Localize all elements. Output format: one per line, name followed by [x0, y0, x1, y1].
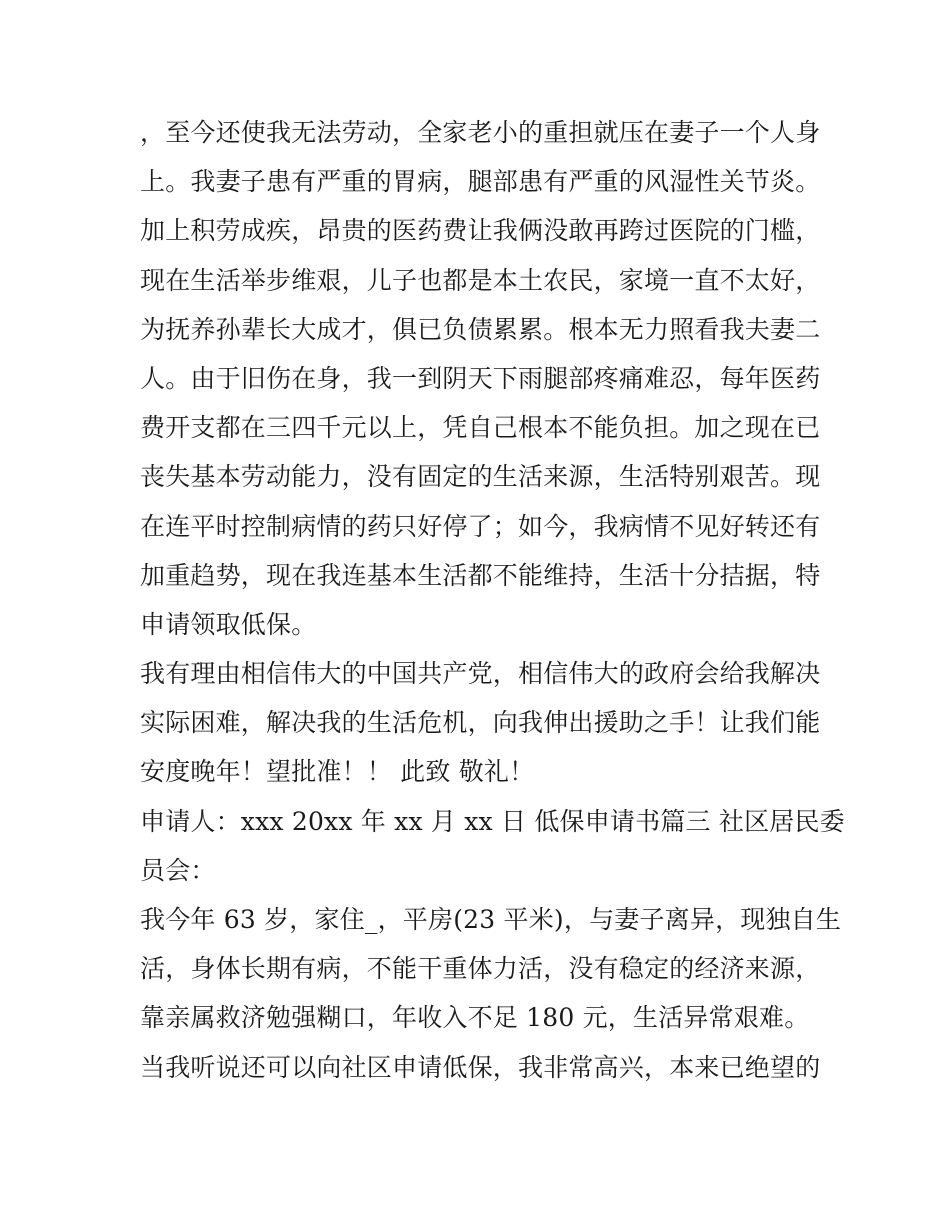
text-line: 员会：: [140, 855, 216, 885]
text-line: ，至今还使我无法劳动，全家老小的重担就压在妻子一个人身: [140, 118, 821, 147]
text-line: 实际困难，解决我的生活危机，向我伸出援助之手！让我们能: [140, 708, 821, 738]
text-line: 人。由于旧伤在身，我一到阴天下雨腿部疼痛难忍，每年医药: [140, 363, 821, 393]
text-line: 靠亲属救济勉强糊口，年收入不足 180 元，生活异常艰难。: [140, 1003, 810, 1033]
text-line: 申请人：xxx 20xx 年 xx 月 xx 日 低保申请书篇三 社区居民委: [140, 806, 845, 836]
text-line: 为抚养孙辈长大成才，俱已负债累累。根本无力照看我夫妻二: [140, 314, 821, 344]
text-line: 申请领取低保。: [140, 609, 317, 639]
text-line: 当我听说还可以向社区申请低保，我非常高兴，本来已绝望的: [140, 1052, 821, 1082]
text-line: 加重趋势，现在我连基本生活都不能维持，生活十分拮据，特: [140, 560, 821, 590]
text-line: 我有理由相信伟大的中国共产党，相信伟大的政府会给我解决: [140, 659, 821, 689]
text-line: 在连平时控制病情的药只好停了；如今，我病情不见好转还有: [140, 511, 821, 541]
text-line: 我今年 63 岁，家住_，平房(23 平米)，与妻子离异，现独自生: [140, 905, 842, 934]
text-line: 上。我妻子患有严重的胃病，腿部患有严重的风湿性关节炎。: [140, 167, 821, 197]
text-line: 丧失基本劳动能力，没有固定的生活来源，生活特别艰苦。现: [140, 462, 821, 492]
document-body: [140, 108, 845, 1092]
text-line: 安度晚年！望批准！！ 此致 敬礼！: [140, 757, 535, 787]
text-line: 费开支都在三四千元以上，凭自己根本不能负担。加之现在已: [140, 413, 821, 443]
text-line: 加上积劳成疾，昂贵的医药费让我俩没敢再跨过医院的门槛，: [140, 216, 821, 246]
text-line: 现在生活举步维艰，儿子也都是本土农民，家境一直不太好，: [140, 265, 821, 295]
text-line: 活，身体长期有病，不能干重体力活，没有稳定的经济来源，: [140, 954, 821, 984]
